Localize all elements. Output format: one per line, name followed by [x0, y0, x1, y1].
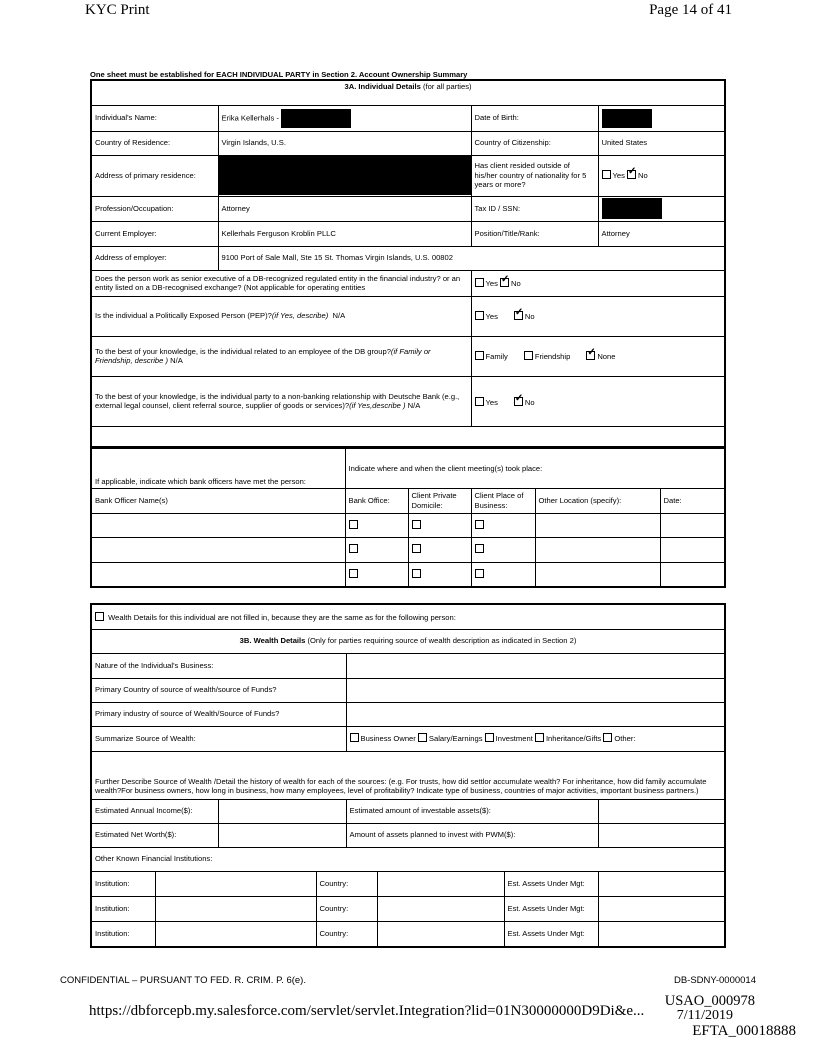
wealth-same-checkbox[interactable]	[95, 612, 104, 621]
address-value	[218, 155, 471, 196]
nonbank-no-checkbox[interactable]	[514, 397, 523, 406]
institution-input[interactable]	[155, 921, 316, 947]
summarize-options: Business Owner Salary/Earnings Investment Inheritance/Gifts Other:	[346, 726, 725, 751]
wealth-details-table	[90, 603, 726, 948]
redaction-block	[281, 109, 351, 128]
employer-address-label: Address of employer:	[91, 246, 218, 270]
other-fi-label: Other Known Financial Institutions:	[91, 847, 725, 871]
col-officer-header: Bank Officer Name(s)	[91, 488, 345, 513]
business-checkbox[interactable]	[475, 544, 484, 553]
annual-income-label: Estimated Annual Income($):	[91, 799, 218, 823]
col-business-header: Client Place of Business:	[471, 488, 535, 513]
officers-label: If applicable, indicate which bank officers have met the person:	[91, 448, 345, 488]
date-input[interactable]	[660, 513, 725, 537]
institution-input[interactable]	[155, 896, 316, 921]
profession-value: Attorney	[218, 196, 471, 221]
industry-source-input[interactable]	[346, 702, 725, 726]
nonbank-yes-checkbox[interactable]	[475, 397, 484, 406]
meeting-table	[90, 447, 726, 588]
print-date: 7/11/2019	[676, 1008, 733, 1023]
est-assets-input[interactable]	[598, 896, 725, 921]
institution-label: Institution:	[91, 871, 155, 896]
nature-input[interactable]	[346, 653, 725, 678]
senior-exec-no-checkbox[interactable]	[500, 278, 509, 287]
section-3b-heading: 3B. Wealth Details (Only for parties requiring source of wealth description as indicated in Section 2)	[91, 629, 725, 653]
bank-office-checkbox[interactable]	[349, 520, 358, 529]
institution-input[interactable]	[155, 871, 316, 896]
bank-office-checkbox[interactable]	[349, 569, 358, 578]
efta-number: EFTA_00018888	[692, 1023, 796, 1039]
further-describe-text: Further Describe Source of Wealth /Detail the history of wealth for each of the sources: (e.g. For trusts, how did settlor accumulate wealth? For inheritance, how did family accumulate wealth?For business owners, how long in business, how many employees, level of profitability? Indicate type of business, countries of major activities, important business partners.)	[91, 751, 725, 799]
date-input[interactable]	[660, 537, 725, 562]
est-assets-label: Est. Assets Under Mgt:	[504, 871, 598, 896]
pep-no-checkbox[interactable]	[514, 311, 523, 320]
senior-exec-question: Does the person work as senior executive of a DB-recognized regulated entity in the financial industry? or an entity listed on a DB-recognised exchange? (Not applicable for operating entities	[91, 270, 471, 296]
business-checkbox[interactable]	[475, 569, 484, 578]
est-assets-label: Est. Assets Under Mgt:	[504, 921, 598, 947]
col-other-header: Other Location (specify):	[535, 488, 660, 513]
pep-question: Is the individual a Politically Exposed Person (PEP)?(if Yes, describe) N/A	[91, 296, 471, 336]
related-question: To the best of your knowledge, is the individual related to an employee of the DB group?(if Family or Friendship, describe ) N/A	[91, 336, 471, 376]
name-value: Erika Kellerhals -	[218, 105, 471, 131]
officer-name-input[interactable]	[91, 513, 345, 537]
annual-income-input[interactable]	[218, 799, 346, 823]
other-location-input[interactable]	[535, 513, 660, 537]
residence-value: Virgin Islands, U.S.	[218, 131, 471, 155]
institution-label: Institution:	[91, 921, 155, 947]
family-checkbox[interactable]	[475, 351, 484, 360]
address-label: Address of primary residence:	[91, 155, 218, 196]
net-worth-label: Estimated Net Worth($):	[91, 823, 218, 847]
employer-value: Kellerhals Ferguson Kroblin PLLC	[218, 221, 471, 246]
usao-number: USAO_000978	[664, 993, 755, 1009]
summarize-label: Summarize Source of Wealth:	[91, 726, 346, 751]
taxid-value	[598, 196, 725, 221]
net-worth-input[interactable]	[218, 823, 346, 847]
none-checkbox[interactable]	[586, 351, 595, 360]
est-assets-input[interactable]	[598, 921, 725, 947]
officer-name-input[interactable]	[91, 562, 345, 587]
nature-label: Nature of the Individual's Business:	[91, 653, 346, 678]
friendship-checkbox[interactable]	[524, 351, 533, 360]
meeting-row	[91, 537, 725, 562]
redaction-block	[602, 109, 652, 128]
employer-label: Current Employer:	[91, 221, 218, 246]
senior-exec-yes-checkbox[interactable]	[475, 278, 484, 287]
institution-row	[91, 921, 725, 947]
taxid-label: Tax ID / SSN:	[471, 196, 598, 221]
domicile-checkbox[interactable]	[412, 569, 421, 578]
senior-exec-options: Yes ✓ No	[471, 270, 725, 296]
bank-office-checkbox[interactable]	[349, 544, 358, 553]
nonbank-options: Yes✓ No	[471, 376, 725, 426]
country-label: Country:	[316, 896, 377, 921]
planned-label: Amount of assets planned to invest with PWM($):	[346, 823, 598, 847]
country-input[interactable]	[377, 921, 504, 947]
salary-checkbox[interactable]	[418, 733, 427, 742]
spacer-row	[91, 426, 725, 447]
bates-number: DB-SDNY-0000014	[673, 975, 756, 986]
source-url[interactable]: https://dbforcepb.my.salesforce.com/servlet/servlet.Integration?lid=01N30000000D9Di&e...	[89, 1003, 645, 1019]
dob-label: Date of Birth:	[471, 105, 598, 131]
planned-input[interactable]	[598, 823, 725, 847]
business-checkbox[interactable]	[475, 520, 484, 529]
institution-row	[91, 896, 725, 921]
country-label: Country:	[316, 921, 377, 947]
dob-value	[598, 105, 725, 131]
date-input[interactable]	[660, 562, 725, 587]
inheritance-checkbox[interactable]	[535, 733, 544, 742]
profession-label: Profession/Occupation:	[91, 196, 218, 221]
confidential-notice: CONFIDENTIAL – PURSUANT TO FED. R. CRIM. P. 6(e).	[60, 975, 306, 986]
country-label: Country:	[316, 871, 377, 896]
employer-address-value: 9100 Port of Sale Mall, Ste 15 St. Thomas Virgin Islands, U.S. 00802	[218, 246, 725, 270]
meeting-row	[91, 513, 725, 537]
wealth-same-note: Wealth Details for this individual are not filled in, because they are the same as for the following person:	[91, 604, 725, 629]
institution-label: Institution:	[91, 896, 155, 921]
citizenship-label: Country of Citizenship:	[471, 131, 598, 155]
est-assets-label: Est. Assets Under Mgt:	[504, 896, 598, 921]
resided-label: Has client resided outside of his/her country of nationality for 5 years or more?	[471, 155, 598, 196]
pep-yes-checkbox[interactable]	[475, 311, 484, 320]
institution-row	[91, 871, 725, 896]
resided-no-checkbox[interactable]	[627, 170, 636, 179]
name-label: Individual's Name:	[91, 105, 218, 131]
investable-label: Estimated amount of investable assets($):	[346, 799, 598, 823]
position-label: Position/Title/Rank:	[471, 221, 598, 246]
col-date-header: Date:	[660, 488, 725, 513]
redaction-block	[602, 198, 662, 219]
other-location-input[interactable]	[535, 562, 660, 587]
meeting-row	[91, 562, 725, 587]
business-owner-checkbox[interactable]	[350, 733, 359, 742]
page-number: Page 14 of 41	[649, 2, 732, 18]
officer-name-input[interactable]	[91, 537, 345, 562]
industry-source-label: Primary industry of source of Wealth/Source of Funds?	[91, 702, 346, 726]
instruction-text: One sheet must be established for EACH INDIVIDUAL PARTY in Section 2. Account Ownership Summary	[90, 70, 468, 79]
col-domicile-header: Client Private Domicile:	[408, 488, 471, 513]
related-options: Family Friendship✓ None	[471, 336, 725, 376]
investable-input[interactable]	[598, 799, 725, 823]
col-office-header: Bank Office:	[345, 488, 408, 513]
residence-label: Country of Residence:	[91, 131, 218, 155]
section-3a-heading: 3A. Individual Details (for all parties)	[91, 80, 725, 105]
country-source-label: Primary Country of source of wealth/source of Funds?	[91, 678, 346, 702]
est-assets-input[interactable]	[598, 871, 725, 896]
nonbank-question: To the best of your knowledge, is the individual party to a non-banking relationship with Deutsche Bank (e.g., external legal counsel, client referral source, supplier of goods or services)?(if Yes,describe ) N/A	[91, 376, 471, 426]
individual-details-table	[90, 79, 726, 448]
domicile-checkbox[interactable]	[412, 544, 421, 553]
country-source-input[interactable]	[346, 678, 725, 702]
country-input[interactable]	[377, 871, 504, 896]
citizenship-value: United States	[598, 131, 725, 155]
resided-options: Yes ✓ No	[598, 155, 725, 196]
redaction-block	[219, 156, 471, 195]
investment-checkbox[interactable]	[485, 733, 494, 742]
pep-options: Yes✓ No	[471, 296, 725, 336]
resided-yes-checkbox[interactable]	[602, 170, 611, 179]
position-value: Attorney	[598, 221, 725, 246]
other-location-input[interactable]	[535, 537, 660, 562]
domicile-checkbox[interactable]	[412, 520, 421, 529]
print-header-title: KYC Print	[85, 2, 150, 18]
other-checkbox[interactable]	[603, 733, 612, 742]
country-input[interactable]	[377, 896, 504, 921]
meeting-label: Indicate where and when the client meeting(s) took place:	[345, 448, 725, 488]
